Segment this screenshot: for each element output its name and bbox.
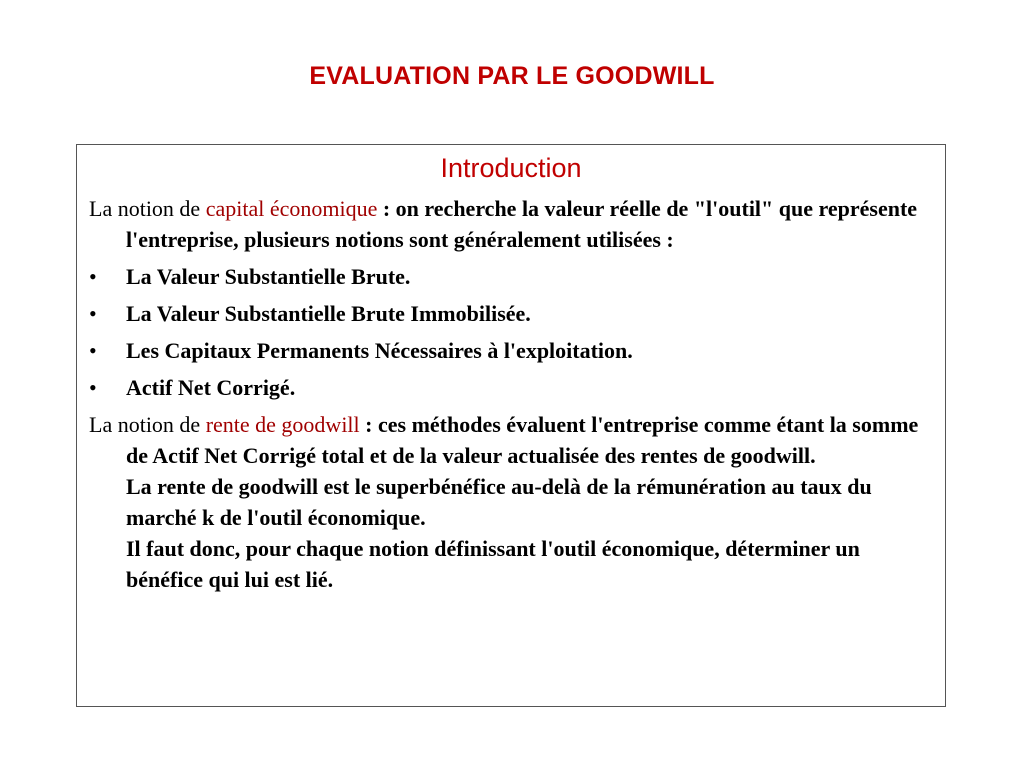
goodwill-prefix: La notion de <box>89 412 201 437</box>
capital-prefix: La notion de <box>89 196 201 221</box>
slide-title: EVALUATION PAR LE GOODWILL <box>309 62 715 90</box>
list-item <box>89 335 933 366</box>
list-item <box>89 261 933 292</box>
list-item-text: La Valeur Substantielle Brute Immobilisée. <box>126 301 531 326</box>
goodwill-definition: La rente de goodwill est le superbénéfice au-delà de la rémunération au taux du marché k de l'outil économique. <box>126 474 872 530</box>
introduction-heading: Introduction <box>440 153 582 183</box>
goodwill-paragraph <box>89 409 933 595</box>
notions-list <box>89 261 933 403</box>
capital-text: : on recherche la valeur réelle de "l'outil" que représente l'entreprise, plusieurs notions sont généralement utilisées : <box>126 196 918 252</box>
bullet-icon: • <box>89 338 97 363</box>
capital-paragraph <box>89 193 933 255</box>
list-item-text: Les Capitaux Permanents Nécessaires à l'exploitation. <box>126 338 633 363</box>
capital-economique-term: capital économique <box>205 196 378 221</box>
bullet-icon: • <box>89 301 97 326</box>
bullet-icon: • <box>89 264 97 289</box>
list-item <box>89 298 933 329</box>
goodwill-text: : ces méthodes évaluent l'entreprise comme étant la somme de Actif Net Corrigé total et de la valeur actualisée des rentes de goodwill. <box>126 412 919 468</box>
list-item-text: Actif Net Corrigé. <box>126 375 296 400</box>
rente-de-goodwill-term: rente de goodwill <box>205 412 360 437</box>
content-box <box>76 144 946 707</box>
list-item-text: La Valeur Substantielle Brute. <box>126 264 411 289</box>
list-item <box>89 372 933 403</box>
goodwill-conclusion: Il faut donc, pour chaque notion définissant l'outil économique, déterminer un bénéfice qui lui est lié. <box>126 536 860 592</box>
bullet-icon: • <box>89 375 97 400</box>
